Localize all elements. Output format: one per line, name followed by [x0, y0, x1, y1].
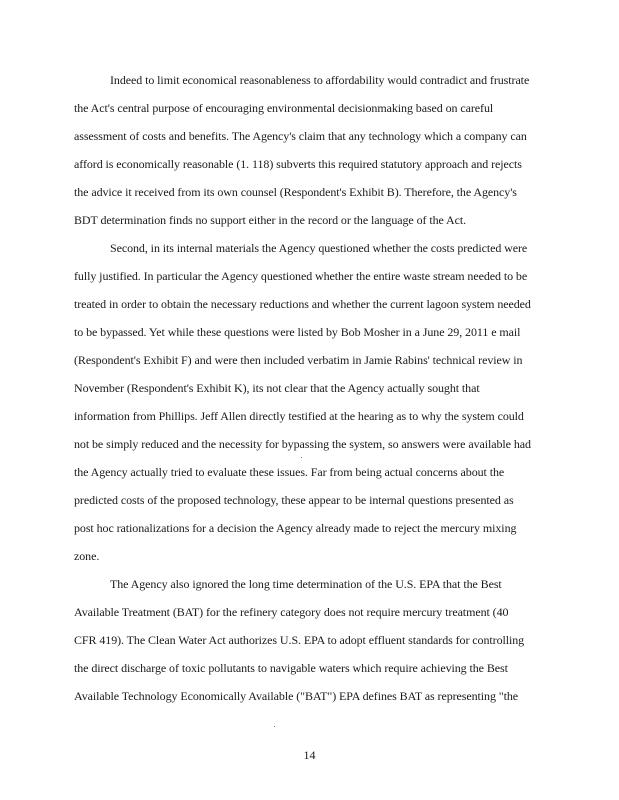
paragraph-2-line-5: (Respondent's Exhibit F) and were then included verbatim in Jamie Rabins' technical review in [74, 353, 523, 367]
paragraph-3-line-2: Available Treatment (BAT) for the refinery category does not require mercury treatment (40 [74, 605, 509, 619]
paragraph-3-line-5: Available Technology Economically Available ("BAT") EPA defines BAT as representing "the [74, 689, 519, 703]
paragraph-2-line-8: not be simply reduced and the necessity for bypassing the system, so answers were available had [74, 437, 531, 451]
page-number: 14 [303, 748, 316, 762]
paragraph-2-line-1: Second, in its internal materials the Agency questioned whether the costs predicted were [110, 241, 528, 255]
paragraph-1-line-6: BDT determination finds no support either in the record or the language of the Act. [74, 213, 467, 227]
paragraph-2-line-6: November (Respondent's Exhibit K), its not clear that the Agency actually sought that [74, 381, 480, 395]
paragraph-2-line-2: fully justified. In particular the Agency questioned whether the entire waste stream needed to be [74, 269, 528, 283]
paragraph-1-line-3: assessment of costs and benefits. The Agency's claim that any technology which a company can [74, 129, 527, 143]
paragraph-3-line-4: the direct discharge of toxic pollutants to navigable waters which require achieving the Best [74, 661, 508, 675]
paragraph-1-line-5: the advice it received from its own counsel (Respondent's Exhibit B). Therefore, the Agency's [74, 185, 517, 199]
paragraph-2-line-11: post hoc rationalizations for a decision the Agency already made to reject the mercury mixing [74, 521, 517, 535]
paragraph-1-line-1: Indeed to limit economical reasonableness to affordability would contradict and frustrate [110, 73, 530, 87]
paragraph-2-line-4: to be bypassed. Yet while these questions were listed by Bob Mosher in a June 29, 2011 e mail [74, 325, 521, 339]
paragraph-1-line-2: the Act's central purpose of encouraging environmental decisionmaking based on careful [74, 101, 494, 115]
paragraph-3-line-3: CFR 419). The Clean Water Act authorizes U.S. EPA to adopt effluent standards for controlling [74, 633, 525, 647]
paragraph-2-line-10: predicted costs of the proposed technology, these appear to be internal questions presented as [74, 493, 514, 507]
paragraph-2-line-3: treated in order to obtain the necessary reductions and whether the current lagoon system needed [74, 297, 531, 311]
scan-speck [274, 726, 275, 727]
paragraph-2-line-12: zone. [74, 549, 100, 563]
scan-speck [301, 457, 302, 458]
paragraph-1-line-4: afford is economically reasonable (1. 118) subverts this required statutory approach and rejects [74, 157, 522, 171]
paragraph-2-line-7: information from Phillips. Jeff Allen directly testified at the hearing as to why the system could [74, 409, 524, 423]
paragraph-2-line-9: the Agency actually tried to evaluate these issues. Far from being actual concerns about the [74, 465, 505, 479]
paragraph-3-line-1: The Agency also ignored the long time determination of the U.S. EPA that the Best [110, 577, 502, 591]
body-text [74, 66, 554, 710]
